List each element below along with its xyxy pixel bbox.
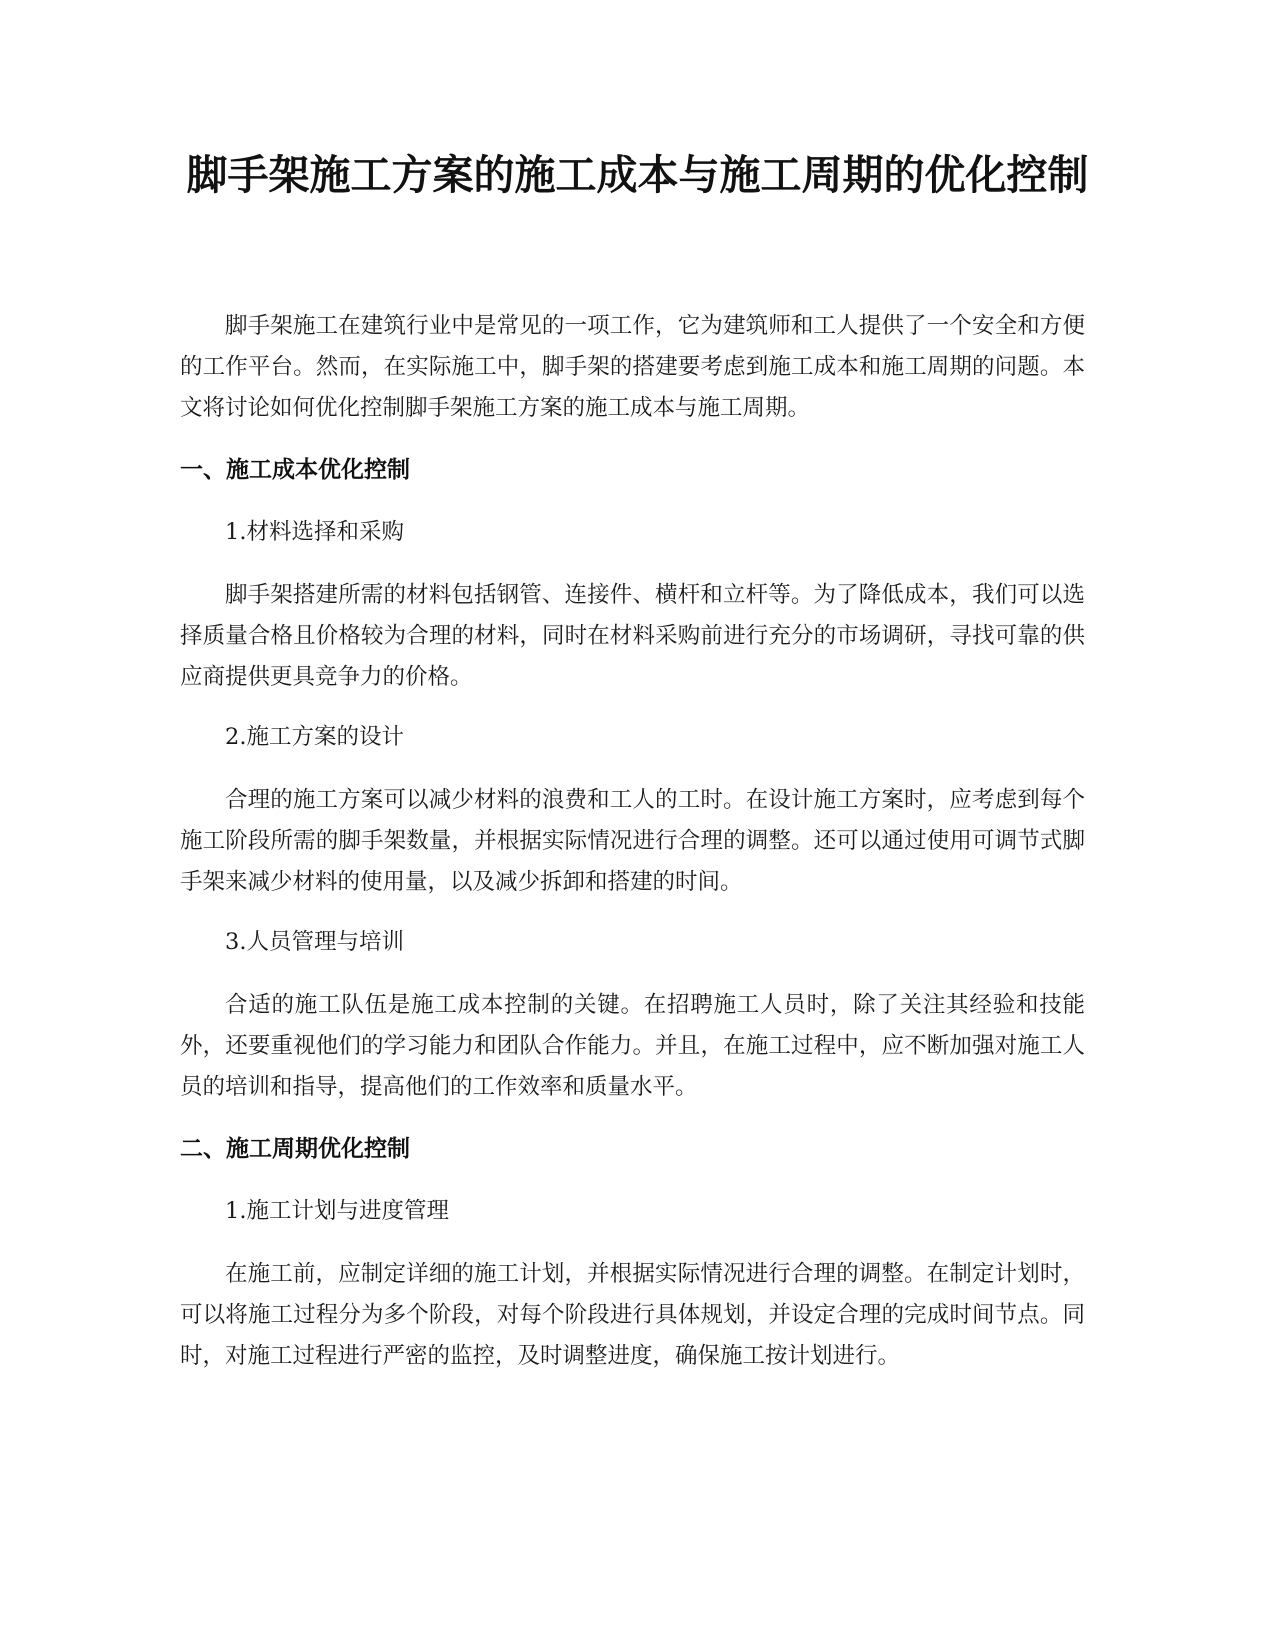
paragraph-design: 合理的施工方案可以减少材料的浪费和工人的工时。在设计施工方案时，应考虑到每个施工阶段所需的脚手架数量，并根据实际情况进行合理的调整。还可以通过使用可调节式脚手架来减少材料的使用量，以及减少拆卸和搭建的时间。 xyxy=(180,787,1085,895)
paragraph-personnel: 合适的施工队伍是施工成本控制的关键。在招聘施工人员时，除了关注其经验和技能外，还要重视他们的学习能力和团队合作能力。并且，在施工过程中，应不断加强对施工人员的培训和指导，提高他们的工作效率和质量水平。 xyxy=(180,992,1085,1100)
section-heading-schedule: 二、施工周期优化控制 xyxy=(180,1136,410,1162)
section-heading-cost: 一、施工成本优化控制 xyxy=(180,457,410,483)
document-title: 脚手架施工方案的施工成本与施工周期的优化控制 xyxy=(186,151,1089,199)
intro-paragraph: 脚手架施工在建筑行业中是常见的一项工作，它为建筑师和工人提供了一个安全和方便的工作平台。然而，在实际施工中，脚手架的搭建要考虑到施工成本和施工周期的问题。本文将讨论如何优化控制脚手架施工方案的施工成本与施工周期。 xyxy=(180,313,1085,421)
subsection-title-planning: 1.施工计划与进度管理 xyxy=(225,1198,449,1224)
paragraph-materials: 脚手架搭建所需的材料包括钢管、连接件、横杆和立杆等。为了降低成本，我们可以选择质量合格且价格较为合理的材料，同时在材料采购前进行充分的市场调研，寻找可靠的供应商提供更具竞争力的价格。 xyxy=(180,582,1085,690)
subsection-title-design: 2.施工方案的设计 xyxy=(225,724,404,750)
subsection-title-materials: 1.材料选择和采购 xyxy=(225,519,404,545)
subsection-title-personnel: 3.人员管理与培训 xyxy=(225,929,404,955)
paragraph-planning: 在施工前，应制定详细的施工计划，并根据实际情况进行合理的调整。在制定计划时，可以将施工过程分为多个阶段，对每个阶段进行具体规划，并设定合理的完成时间节点。同时，对施工过程进行严密的监控，及时调整进度，确保施工按计划进行。 xyxy=(180,1261,1085,1369)
